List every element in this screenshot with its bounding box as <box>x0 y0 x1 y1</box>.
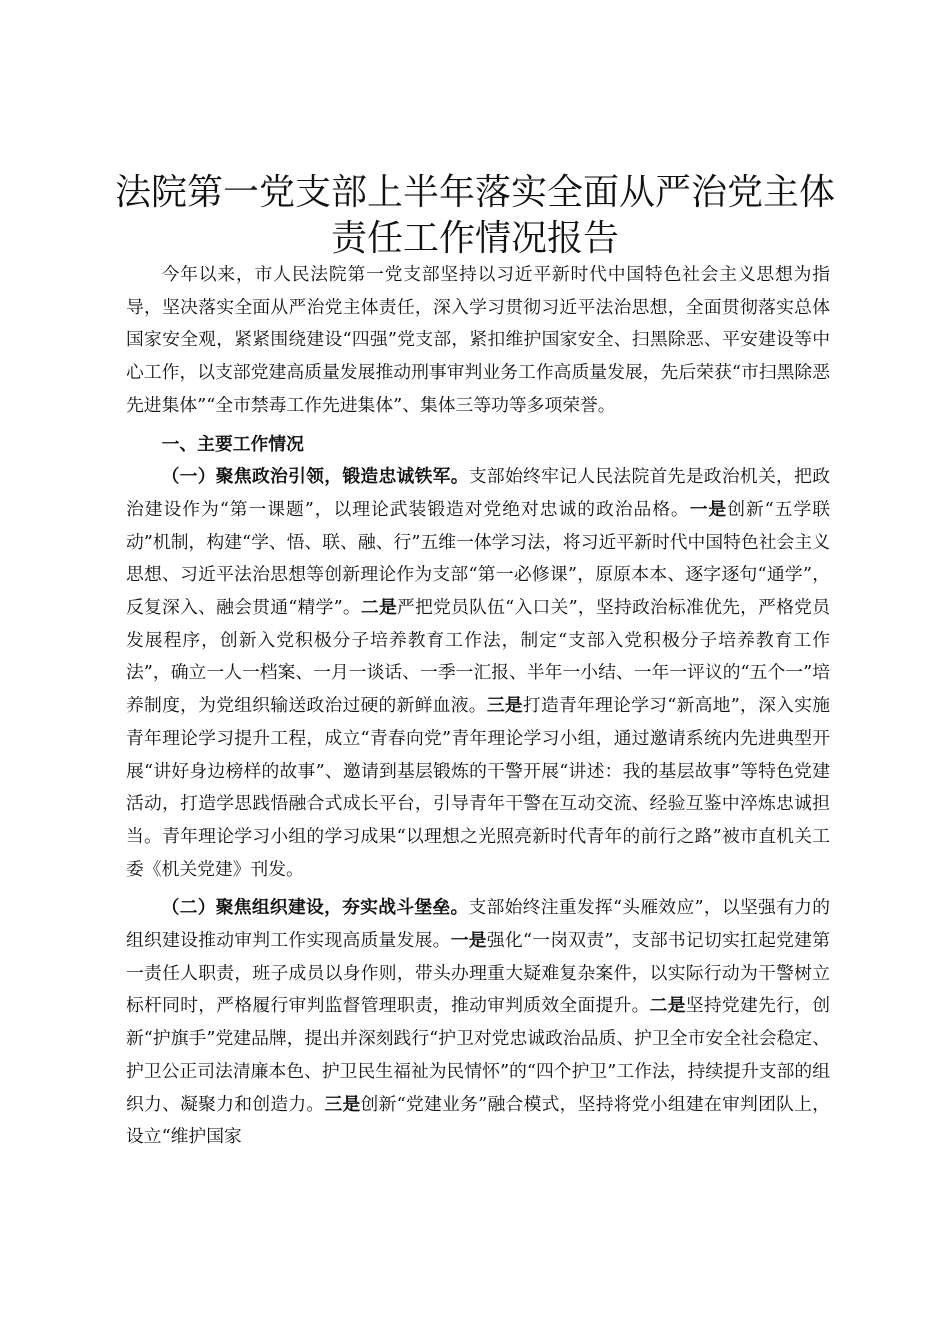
part-1-text-b: 创新“五学联动”机制，构建“学、悟、联、融、行”五维一体学习法，将习近平新时代中国特色社会主义思想、习近平法治思想等创新理论作为支部“第一必修课”，原原本本、逐字逐句“通学”，反复深入、融会贯通“精学”。 <box>126 498 830 619</box>
section-heading <box>126 429 830 462</box>
part-2-text-a: 支部始终注重发挥“头雁效应”，以坚强有力的组织建设推动审判工作实现高质量发展。 <box>126 897 830 952</box>
part-1-heading: （一）聚焦政治引领，锻造忠诚铁军。 <box>161 466 469 488</box>
section-1-heading: 一、主要工作情况 <box>161 433 304 455</box>
part-2-text-c: 坚持党建先行，创新“护旗手”党建品牌，提出并深刻践行“护卫对党忠诚政治品质、护卫全市安全社会稳定、护卫公正司法清廉本色、护卫民生福祉为民情怀”的“四个护卫”工作法，持续提升支部的组织力、凝聚力和创造力。 <box>126 995 830 1115</box>
part-2-text-b: 强化“一岗双责”，支部书记切实扛起党建第一责任人职责，班子成员以身作则，带头办理重大疑难复杂案件，以实际行动为干警树立标杆同时，严格履行审判监督管理职责，推动审判质效全面提升。 <box>126 930 830 1017</box>
part-1-marker-2: 二是 <box>360 597 398 619</box>
part-1-marker-3: 三是 <box>486 695 523 717</box>
part-2-text-d: 创新“党建业务”融合模式，坚持将党小组建在审判团队上，设立“维护国家 <box>126 1093 830 1148</box>
title-line-1: 法院第一党支部上半年落实全面从严治党主体 <box>114 172 835 213</box>
part-2-marker-1: 一是 <box>450 930 487 952</box>
document-body <box>126 259 830 1154</box>
part-1-marker-1: 一是 <box>689 498 728 520</box>
part-2-marker-3: 三是 <box>324 1093 361 1115</box>
part-1-text-a: 支部始终牢记人民法院首先是政治机关，把政治建设作为“第一课题”，以理论武装锻造对党绝对忠诚的政治品格。 <box>126 466 830 520</box>
part-1-text-c: 严把党员队伍“入口关”，坚持政治标准优先，严格党员发展程序，创新入党积极分子培养教育工作法，制定“支部入党积极分子培养教育工作法”，确立一人一档案、一月一谈话、一季一汇报、半年一小结、一年一评议的“五个一”培养制度，为党组织输送政治过硬的新鲜血液。 <box>126 597 830 717</box>
part-2-heading: （二）聚焦组织建设，夯实战斗堡垒。 <box>161 897 469 919</box>
part-2-paragraph <box>126 892 830 1154</box>
document-title <box>60 170 890 262</box>
part-1-paragraph <box>126 461 830 886</box>
intro-paragraph: 今年以来，市人民法院第一党支部坚持以习近平新时代中国特色社会主义思想为指导，坚决落实全面从严治党主体责任，深入学习贯彻习近平法治思想，全面贯彻落实总体国家安全观，紧紧围绕建设“四强”党支部，紧扣维护国家安全、扫黑除恶、平安建设等中心工作，以支部党建高质量发展推动刑事审判业务工作高质量发展，先后荣获“市扫黑除恶先进集体”“全市禁毒工作先进集体”、集体三等功等多项荣誉。 <box>126 264 830 416</box>
part-1-text-d: 打造青年理论学习“新高地”，深入实施青年理论学习提升工程，成立“青春向党”青年理论学习小组，通过邀请系统内先进典型开展“讲好身边榜样的故事”、邀请到基层锻炼的干警开展“讲述：我的基层故事”等特色党建活动，打造学思践悟融合式成长平台，引导青年干警在互动交流、经验互鉴中淬炼忠诚担当。青年理论学习小组的学习成果“以理想之光照亮新时代青年的前行之路”被市直机关工委《机关党建》刊发。 <box>126 695 830 880</box>
part-2-marker-2: 二是 <box>649 995 686 1017</box>
title-line-2: 责任工作情况报告 <box>330 218 619 259</box>
